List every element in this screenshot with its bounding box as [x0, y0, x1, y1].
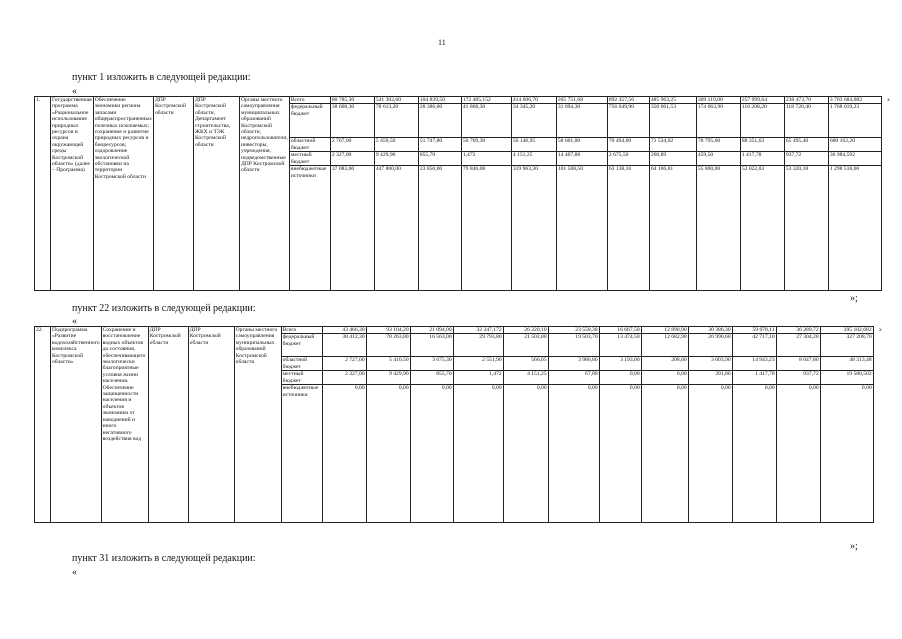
funding-value: 78 263,80: [366, 334, 410, 357]
program-participants: Органы местного самоуправления муниципальных образований Костромской области, недропользователи, инвесторы, учреждения, подведомственные ДПР Костромской области: [239, 97, 289, 291]
funding-value: 79 846,08: [461, 166, 511, 291]
funding-value: 56 146,95: [511, 138, 556, 152]
funding-value: 756 049,90: [607, 104, 649, 138]
funding-value: 21 502,80: [503, 334, 548, 357]
funding-value: 8 047,80: [776, 357, 820, 371]
funding-value: 2 675,50: [607, 152, 649, 166]
funding-value: 4 151,25: [503, 371, 548, 385]
funding-value: 3 986,80: [548, 357, 599, 371]
funding-source: местный бюджет: [289, 152, 330, 166]
section-1-close: »;: [850, 293, 858, 304]
funding-value: 55 800,00: [696, 166, 740, 291]
funding-value: 38 412,30: [322, 334, 366, 357]
funding-value: 238 473,70: [784, 97, 828, 104]
funding-value: 1 768 019,23: [828, 104, 881, 138]
funding-value: 0,00: [641, 371, 688, 385]
funding-value: 78 795,60: [696, 138, 740, 152]
funding-value: 4 151,25: [511, 152, 556, 166]
funding-value: 447 800,00: [374, 166, 418, 291]
funding-value: 70 494,00: [607, 138, 649, 152]
funding-value: 937,72: [776, 371, 820, 385]
funding-source: внебюджетные источники: [281, 385, 322, 523]
funding-value: 414 606,70: [511, 97, 556, 104]
funding-value: 13 474,50: [599, 334, 641, 357]
funding-value: 21 094,00: [410, 327, 453, 334]
funding-value: 5 410,50: [366, 357, 410, 371]
funding-value: 600 162,20: [828, 138, 881, 152]
funding-value: 205 751,68: [556, 97, 607, 104]
funding-value: 566,05: [503, 357, 548, 371]
program-goal: Обеспечение экономики региона запасами общераспространенных полезных ископаемых; сохранение и развитие природных ресурсов и биоресурсов; оздоровление экологической обстановки на территории Костромской области: [93, 97, 153, 291]
funding-value: 0,00: [820, 385, 873, 523]
funding-row: [35, 327, 888, 334]
funding-value: 9 429,90: [366, 371, 410, 385]
funding-value: 14 467,88: [556, 152, 607, 166]
funding-value: 2 767,00: [330, 138, 374, 152]
funding-value: 0,00: [366, 385, 410, 523]
funding-value: 101 588,50: [556, 166, 607, 291]
funding-source: Всего: [281, 327, 322, 334]
funding-value: 26 990,60: [688, 334, 732, 357]
funding-value: 26 220,10: [503, 327, 548, 334]
funding-value: 2 327,00: [322, 371, 366, 385]
funding-value: 58 601,00: [556, 138, 607, 152]
funding-value: 12 890,90: [641, 327, 688, 334]
funding-value: 67,88: [548, 371, 599, 385]
funding-value: 937,72: [784, 152, 828, 166]
funding-row: [35, 97, 896, 104]
program-coordinator: ДПР Костромской области: [148, 327, 188, 523]
funding-value: 3 675,30: [410, 357, 453, 371]
funding-source: федеральный бюджет: [281, 334, 322, 357]
funding-value: 892 357,56: [607, 97, 649, 104]
funding-value: 32 347,172: [453, 327, 503, 334]
funding-value: 80 785,30: [330, 97, 374, 104]
funding-value: 64 106,81: [649, 166, 696, 291]
program-participants: Органы местного самоуправления муниципальных образований Костромской области: [234, 327, 281, 523]
program-executors: ДПР Костромской области, Департамент строительства, ЖКХ и ТЭК Костромской области: [193, 97, 239, 291]
funding-value: 5 459,50: [374, 138, 418, 152]
funding-value: 309 119,00: [696, 97, 740, 104]
funding-value: 1 417,78: [740, 152, 784, 166]
funding-value: 0,00: [599, 371, 641, 385]
funding-value: 28 386,00: [418, 104, 461, 138]
funding-value: 260,89: [649, 152, 696, 166]
funding-value: 78 613,20: [374, 104, 418, 138]
funding-source: федеральный бюджет: [289, 104, 330, 138]
funding-value: 1 298 518,06: [828, 166, 881, 291]
funding-value: 0,00: [548, 385, 599, 523]
program-name: Государственная программа «Рациональное использование природных ресурсов и охрана окружающей среды Костромской области» (далее – Программа): [51, 97, 94, 291]
funding-value: 0,00: [599, 385, 641, 523]
funding-value: 1,472: [453, 371, 503, 385]
section-2-open-quote: «: [72, 316, 77, 327]
funding-value: 65 495,40: [784, 138, 828, 152]
funding-value: 459,50: [696, 152, 740, 166]
funding-value: 16 667,50: [599, 327, 641, 334]
section-1-open-quote: «: [72, 86, 77, 97]
funding-value: 63 138,16: [607, 166, 649, 291]
funding-value: 19 580,502: [820, 371, 873, 385]
funding-value: 116 208,20: [740, 104, 784, 138]
funding-value: 71 534,02: [649, 138, 696, 152]
funding-value: 12 682,90: [641, 334, 688, 357]
funding-value: 855,70: [410, 371, 453, 385]
program-coordinator: ДПР Костромской области: [153, 97, 193, 291]
funding-source: областной бюджет: [281, 357, 322, 371]
funding-source: местный бюджет: [281, 371, 322, 385]
funding-value: 2 727,00: [322, 357, 366, 371]
funding-value: 88 351,63: [740, 138, 784, 152]
footer-open-quote: «: [72, 567, 77, 578]
funding-value: 16 563,00: [410, 334, 453, 357]
funding-value: 50 769,30: [461, 138, 511, 152]
funding-value: 855,70: [418, 152, 461, 166]
program-no: 1.: [35, 97, 51, 291]
section-1-table: [34, 96, 895, 291]
section-1-heading: пункт 1 изложить в следующей редакции:: [72, 72, 251, 83]
funding-value: 319 963,30: [511, 166, 556, 291]
funding-value: 0,00: [641, 385, 688, 523]
funding-value: 43 466,30: [322, 327, 366, 334]
funding-value: 19 503,70: [548, 334, 599, 357]
funding-value: 93 104,20: [366, 327, 410, 334]
funding-value: 0,00: [322, 385, 366, 523]
funding-value: 30 386,30: [688, 327, 732, 334]
funding-value: 38 608,30: [330, 104, 374, 138]
funding-value: 36 984,592: [828, 152, 881, 166]
funding-value: 31 094,30: [556, 104, 607, 138]
funding-value: 104 839,50: [418, 97, 461, 104]
funding-value: 37 083,00: [330, 166, 374, 291]
section-2-table: [34, 326, 887, 523]
funding-value: 48 313,48: [820, 357, 873, 371]
funding-value: 14 943,23: [732, 357, 776, 371]
funding-value: 3 003,90: [688, 357, 732, 371]
x-mark: x: [887, 96, 890, 103]
funding-value: 327 208,70: [820, 334, 873, 357]
funding-value: 0,00: [503, 385, 548, 523]
funding-value: 0,00: [453, 385, 503, 523]
funding-value: 1 417,78: [732, 371, 776, 385]
funding-value: 0,00: [410, 385, 453, 523]
funding-value: 391,80: [688, 371, 732, 385]
funding-value: 257 999,64: [740, 97, 784, 104]
funding-value: 485 963,25: [649, 97, 696, 104]
program-no: 22.: [35, 327, 51, 523]
funding-value: 52 022,03: [740, 166, 784, 291]
section-2-close: »;: [850, 541, 858, 552]
funding-value: 9 429,90: [374, 152, 418, 166]
funding-value: 395 102,682: [820, 327, 873, 334]
program-name: Подпрограмма «Развитие водохозяйственного комплекса Костромской области»: [51, 327, 102, 523]
funding-value: 541 302,60: [374, 97, 418, 104]
funding-value: 0,00: [776, 385, 820, 523]
funding-value: 41 868,30: [461, 104, 511, 138]
funding-value: 51 747,80: [418, 138, 461, 152]
funding-value: 2 551,90: [453, 357, 503, 371]
funding-value: 29 793,80: [453, 334, 503, 357]
footer-heading: пункт 31 изложить в следующей редакции:: [72, 553, 256, 564]
funding-value: 53 320,18: [784, 166, 828, 291]
section-2-heading: пункт 22 изложить в следующей редакции:: [72, 303, 256, 314]
funding-value: 23 850,00: [418, 166, 461, 291]
page-number: 11: [438, 38, 446, 47]
program-executors: ДПР Костромской области: [188, 327, 234, 523]
funding-source: областной бюджет: [289, 138, 330, 152]
funding-value: 3 193,00: [599, 357, 641, 371]
funding-value: 0,00: [688, 385, 732, 523]
funding-value: 2 327,00: [330, 152, 374, 166]
funding-source: внебюджетные источники: [289, 166, 330, 291]
program-goal: Сохранение и восстановление водных объектов до состояния, обеспечивающего экологически благоприятные условия жизни населения. Обеспечение защищенности населения и объектов экономики от наводнений и иного негативного воздействия вод: [101, 327, 148, 523]
funding-value: 59 078,11: [732, 327, 776, 334]
funding-value: 23 558,38: [548, 327, 599, 334]
funding-value: 350 061,53: [649, 104, 696, 138]
funding-value: 1,472: [461, 152, 511, 166]
funding-value: 0,00: [732, 385, 776, 523]
funding-value: 118 720,40: [784, 104, 828, 138]
funding-value: 36 289,72: [776, 327, 820, 334]
funding-value: 27 304,20: [776, 334, 820, 357]
funding-value: 208,00: [641, 357, 688, 371]
funding-value: 34 345,20: [511, 104, 556, 138]
funding-value: 3 703 684,082: [828, 97, 881, 104]
funding-value: 42 717,10: [732, 334, 776, 357]
funding-source: Всего: [289, 97, 330, 104]
funding-value: 174 063,90: [696, 104, 740, 138]
x-mark: x: [878, 326, 882, 333]
funding-value: 172 485,152: [461, 97, 511, 104]
